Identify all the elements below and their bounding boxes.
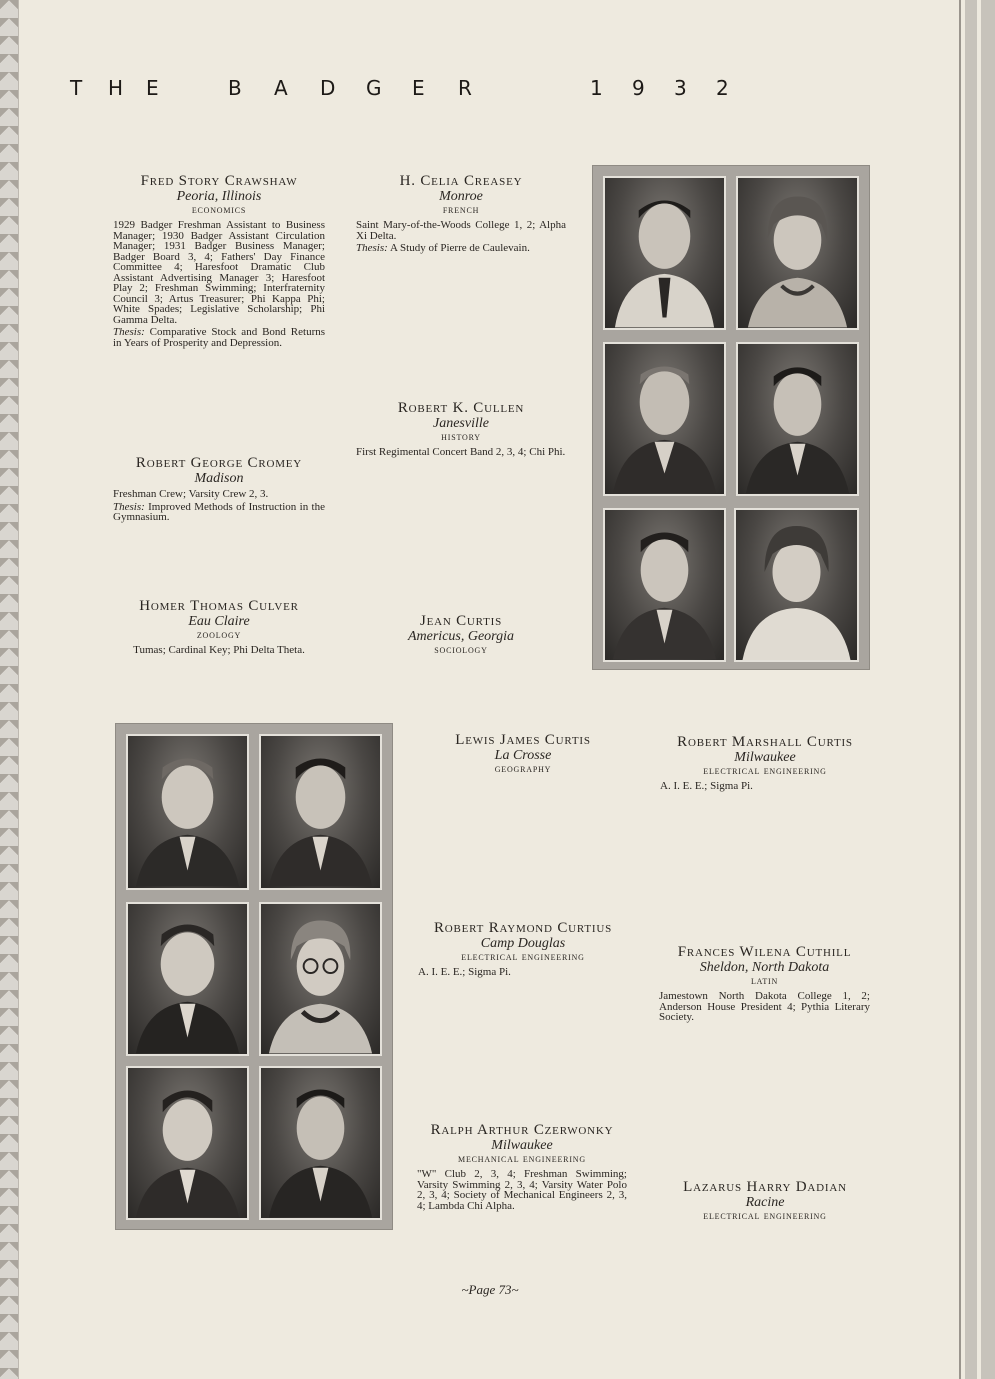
department: economics (191, 204, 247, 216)
senior-entry (356, 173, 566, 254)
header-letter: 1 (590, 76, 603, 100)
department: electrical engineering (703, 1210, 827, 1222)
department: history (441, 431, 481, 443)
portrait-silhouette (738, 344, 857, 494)
senior-entry (417, 1122, 627, 1211)
student-name: Robert George Cromey (135, 455, 303, 471)
header-letter: T (70, 76, 83, 100)
thesis-label: Thesis: (356, 242, 388, 254)
header-letter: G (366, 76, 382, 100)
student-name: Ralph Arthur Czerwonky (430, 1122, 614, 1138)
department: zoology (196, 629, 242, 641)
thesis (113, 502, 325, 523)
thesis (356, 243, 566, 254)
hometown: La Crosse (494, 748, 552, 763)
page-number: ~Page 73~ (461, 1282, 519, 1297)
header-letter: 2 (716, 76, 729, 100)
student-name: Homer Thomas Culver (139, 598, 299, 614)
department: french (442, 204, 480, 216)
department: electrical engineering (703, 765, 827, 777)
portrait-silhouette (261, 1068, 380, 1218)
man-portrait (126, 734, 249, 890)
senior-entry (356, 400, 566, 458)
hometown: Racine (745, 1195, 785, 1210)
student-name: Robert K. Cullen (397, 400, 525, 416)
man-portrait (736, 342, 859, 496)
hometown: Peoria, Illinois (176, 189, 262, 204)
portrait-group-2 (115, 723, 393, 1230)
activities: 1929 Badger Freshman Assistant to Business Manager; 1930 Badger Assistant Circulation Manager; 1931 Badger Business Manager; Badger Board 3, 4; Fathers' Day Finance Committee 4; Haresfoot Dramatic Club Assistant Advertising Manager 3; Haresfoot Play 2; Freshman Swimming; Interfraternity Council 3; Artus Treasurer; Phi Kappa Phi; White Spades; Legislative Scholarship; Phi Gamma Delta. (113, 219, 325, 326)
header-the (70, 76, 184, 100)
department: sociology (434, 644, 488, 656)
senior-entry (356, 613, 566, 657)
student-name: Fred Story Crawshaw (140, 173, 298, 189)
man-portrait (603, 508, 726, 662)
student-name: Lazarus Harry Dadian (683, 1179, 847, 1195)
decorative-left-border (0, 0, 19, 1379)
header-letter: E (146, 76, 159, 100)
hometown: Sheldon, North Dakota (699, 960, 830, 975)
activities: A. I. E. E.; Sigma Pi. (660, 780, 753, 792)
portrait-silhouette (261, 736, 380, 888)
man-portrait (603, 342, 726, 496)
hometown: Milwaukee (734, 750, 796, 765)
header-badger (228, 76, 504, 100)
student-name: Frances Wilena Cuthill (677, 944, 852, 960)
student-name: H. Celia Creasey (399, 173, 523, 189)
hometown: Camp Douglas (480, 936, 566, 951)
portrait-silhouette (736, 510, 857, 660)
man-portrait (126, 902, 249, 1056)
hometown: Eau Claire (188, 614, 250, 629)
senior-entry (113, 455, 325, 523)
student-name: Robert Raymond Curtius (433, 920, 613, 936)
portrait-silhouette (605, 510, 724, 660)
hometown: Janesville (433, 416, 489, 431)
department: latin (750, 975, 779, 987)
hometown: Milwaukee (491, 1138, 553, 1153)
thesis-title: Comparative Stock and Bond Returns in Years of Prosperity and Depression. (113, 326, 326, 349)
header-letter: 9 (632, 76, 645, 100)
senior-entry (659, 944, 870, 1023)
portrait-silhouette (738, 178, 857, 328)
portrait-silhouette (128, 904, 247, 1054)
portrait-silhouette (128, 736, 247, 888)
header-letter: B (228, 76, 242, 100)
student-name: Jean Curtis (419, 613, 503, 629)
activities: First Regimental Concert Band 2, 3, 4; Chi Phi. (356, 446, 566, 458)
header-letter: E (412, 76, 425, 100)
thesis-title: A Study of Pierre de Caulevain. (389, 242, 530, 254)
activities: Jamestown North Dakota College 1, 2; Anderson House President 4; Pythia Literary Society. (659, 990, 870, 1023)
student-name: Lewis James Curtis (455, 732, 591, 748)
hometown: Americus, Georgia (407, 629, 515, 644)
man-portrait (126, 1066, 249, 1220)
hometown: Madison (194, 471, 244, 486)
activities: Freshman Crew; Varsity Crew 2, 3. (113, 488, 269, 500)
thesis-title: Improved Methods of Instruction in the Gymnasium. (113, 500, 325, 523)
woman-portrait (259, 902, 382, 1056)
hometown: Monroe (439, 189, 483, 204)
portrait-silhouette (261, 904, 380, 1054)
senior-entry (660, 734, 870, 792)
senior-entry (418, 920, 628, 978)
portrait-group-1 (592, 165, 870, 670)
man-portrait (259, 1066, 382, 1220)
man-portrait (603, 176, 726, 330)
senior-entry (113, 173, 325, 348)
header-year (590, 76, 758, 100)
department: geography (494, 763, 552, 775)
header-letter: H (108, 76, 124, 100)
header-letter: R (458, 76, 472, 100)
portrait-silhouette (128, 1068, 247, 1218)
senior-entry (113, 598, 325, 656)
woman-portrait (736, 176, 859, 330)
activities: "W" Club 2, 3, 4; Freshman Swimming; Varsity Swimming 2, 3, 4; Varsity Water Polo 2, 3, 4; Society of Mechanical Engineers 2, 3, 4; Lambda Chi Alpha. (417, 1168, 627, 1212)
senior-entry (418, 732, 628, 776)
activities: A. I. E. E.; Sigma Pi. (418, 966, 511, 978)
header-letter: D (320, 76, 336, 100)
student-name: Robert Marshall Curtis (677, 734, 853, 750)
woman-portrait (734, 508, 859, 662)
portrait-silhouette (605, 178, 724, 328)
thesis (113, 327, 325, 348)
decorative-right-border (951, 0, 995, 1379)
man-portrait (259, 734, 382, 890)
activities: Saint Mary-of-the-Woods College 1, 2; Alpha Xi Delta. (356, 219, 566, 242)
senior-entry (660, 1179, 870, 1223)
thesis-label: Thesis: (113, 500, 145, 513)
header-letter: A (274, 76, 288, 100)
header-letter: 3 (674, 76, 687, 100)
thesis-label: Thesis: (113, 326, 145, 338)
portrait-silhouette (605, 344, 724, 494)
department: mechanical engineering (458, 1153, 586, 1165)
activities: Tumas; Cardinal Key; Phi Delta Theta. (133, 644, 305, 656)
department: electrical engineering (461, 951, 585, 963)
